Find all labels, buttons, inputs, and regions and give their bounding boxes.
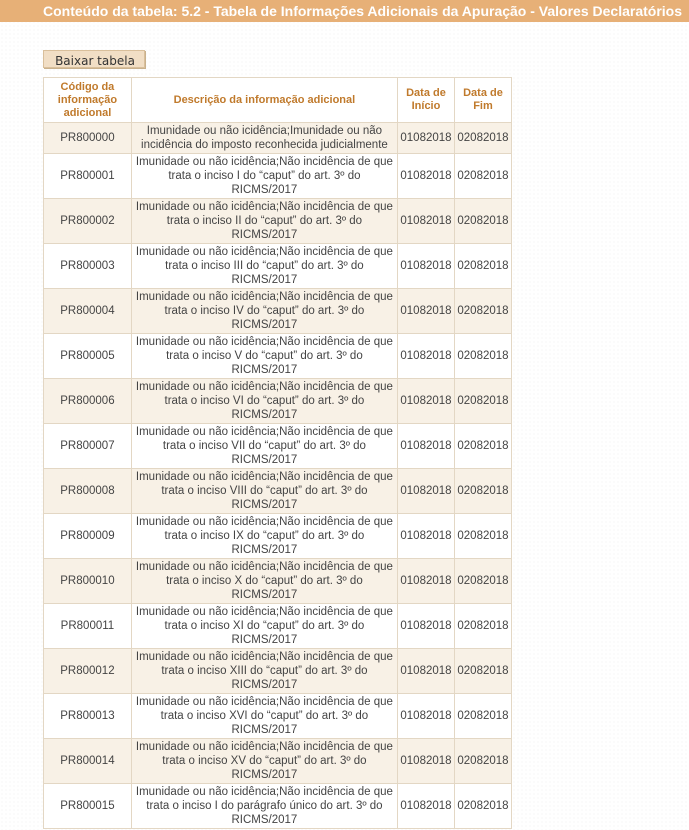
cell-description: Imunidade ou não icidência;Não incidência de que trata o inciso X do “caput” do art. 3º do RICMS/2017: [131, 559, 397, 604]
header-start-date: Data de Início: [397, 78, 454, 123]
cell-description: Imunidade ou não icidência;Não incidência de que trata o inciso I do “caput” do art. 3º do RICMS/2017: [131, 154, 397, 199]
table-row: [44, 694, 512, 739]
cell-description: Imunidade ou não icidência;Não incidência de que trata o inciso XVI do “caput” do art. 3º do RICMS/2017: [131, 694, 397, 739]
table-row: [44, 123, 512, 154]
cell-end-date: 02082018: [454, 469, 511, 514]
cell-code: PR800015: [44, 784, 132, 829]
cell-description: Imunidade ou não icidência;Não incidência de que trata o inciso I do parágrafo único do art. 3º do RICMS/2017: [131, 784, 397, 829]
cell-start-date: 01082018: [397, 244, 454, 289]
cell-code: PR800006: [44, 379, 132, 424]
table-row: [44, 739, 512, 784]
header-end-date: Data de Fim: [454, 78, 511, 123]
table-row: [44, 604, 512, 649]
cell-end-date: 02082018: [454, 514, 511, 559]
cell-start-date: 01082018: [397, 649, 454, 694]
cell-end-date: 02082018: [454, 379, 511, 424]
cell-code: PR800008: [44, 469, 132, 514]
cell-end-date: 02082018: [454, 424, 511, 469]
cell-code: PR800004: [44, 289, 132, 334]
table-row: [44, 199, 512, 244]
cell-description: Imunidade ou não icidência;Não incidência de que trata o inciso II do “caput” do art. 3º do RICMS/2017: [131, 199, 397, 244]
cell-start-date: 01082018: [397, 199, 454, 244]
table-body: [44, 123, 512, 829]
page-title: Conteúdo da tabela: 5.2 - Tabela de Informações Adicionais da Apuração - Valores Declaratórios: [43, 3, 682, 19]
cell-code: PR800010: [44, 559, 132, 604]
title-bar: [0, 0, 689, 22]
download-table-button[interactable]: Baixar tabela: [43, 50, 145, 68]
cell-description: Imunidade ou não icidência;Não incidência de que trata o inciso IX do “caput” do art. 3º do RICMS/2017: [131, 514, 397, 559]
cell-code: PR800001: [44, 154, 132, 199]
cell-code: PR800005: [44, 334, 132, 379]
cell-start-date: 01082018: [397, 604, 454, 649]
table-row: [44, 244, 512, 289]
cell-description: Imunidade ou não icidência;Não incidência de que trata o inciso VIII do “caput” do art. 3º do RICMS/2017: [131, 469, 397, 514]
cell-description: Imunidade ou não icidência;Não incidência de que trata o inciso V do “caput” do art. 3º do RICMS/2017: [131, 334, 397, 379]
cell-start-date: 01082018: [397, 334, 454, 379]
cell-end-date: 02082018: [454, 694, 511, 739]
cell-end-date: 02082018: [454, 604, 511, 649]
cell-end-date: 02082018: [454, 334, 511, 379]
cell-end-date: 02082018: [454, 649, 511, 694]
cell-code: PR800012: [44, 649, 132, 694]
table-row: [44, 334, 512, 379]
table-row: [44, 784, 512, 829]
cell-start-date: 01082018: [397, 154, 454, 199]
cell-end-date: 02082018: [454, 199, 511, 244]
header-description: Descrição da informação adicional: [131, 78, 397, 123]
table-row: [44, 559, 512, 604]
table-row: [44, 289, 512, 334]
cell-start-date: 01082018: [397, 784, 454, 829]
cell-description: Imunidade ou não icidência;Imunidade ou não incidência do imposto reconhecida judicialmente: [131, 123, 397, 154]
cell-code: PR800000: [44, 123, 132, 154]
cell-end-date: 02082018: [454, 289, 511, 334]
cell-code: PR800011: [44, 604, 132, 649]
cell-end-date: 02082018: [454, 784, 511, 829]
cell-description: Imunidade ou não icidência;Não incidência de que trata o inciso XI do “caput” do art. 3º do RICMS/2017: [131, 604, 397, 649]
table-row: [44, 154, 512, 199]
cell-start-date: 01082018: [397, 424, 454, 469]
table-row: [44, 649, 512, 694]
cell-end-date: 02082018: [454, 154, 511, 199]
cell-end-date: 02082018: [454, 559, 511, 604]
cell-code: PR800014: [44, 739, 132, 784]
cell-code: PR800002: [44, 199, 132, 244]
cell-code: PR800009: [44, 514, 132, 559]
cell-start-date: 01082018: [397, 694, 454, 739]
cell-end-date: 02082018: [454, 739, 511, 784]
cell-description: Imunidade ou não icidência;Não incidência de que trata o inciso VI do “caput” do art. 3º do RICMS/2017: [131, 379, 397, 424]
cell-start-date: 01082018: [397, 379, 454, 424]
cell-start-date: 01082018: [397, 559, 454, 604]
cell-start-date: 01082018: [397, 739, 454, 784]
cell-end-date: 02082018: [454, 244, 511, 289]
table-header-row: [44, 78, 512, 123]
table-row: [44, 424, 512, 469]
header-code: Código da informação adicional: [44, 78, 132, 123]
cell-description: Imunidade ou não icidência;Não incidência de que trata o inciso XIII do “caput” do art. 3º do RICMS/2017: [131, 649, 397, 694]
cell-description: Imunidade ou não icidência;Não incidência de que trata o inciso IV do “caput” do art. 3º do RICMS/2017: [131, 289, 397, 334]
cell-description: Imunidade ou não icidência;Não incidência de que trata o inciso XV do “caput” do art. 3º do RICMS/2017: [131, 739, 397, 784]
cell-start-date: 01082018: [397, 469, 454, 514]
cell-code: PR800007: [44, 424, 132, 469]
cell-end-date: 02082018: [454, 123, 511, 154]
table-row: [44, 379, 512, 424]
cell-description: Imunidade ou não icidência;Não incidência de que trata o inciso VII do “caput” do art. 3º do RICMS/2017: [131, 424, 397, 469]
cell-code: PR800013: [44, 694, 132, 739]
cell-description: Imunidade ou não icidência;Não incidência de que trata o inciso III do “caput” do art. 3º do RICMS/2017: [131, 244, 397, 289]
cell-start-date: 01082018: [397, 289, 454, 334]
table-row: [44, 469, 512, 514]
cell-start-date: 01082018: [397, 514, 454, 559]
cell-start-date: 01082018: [397, 123, 454, 154]
table-row: [44, 514, 512, 559]
info-table: [43, 77, 512, 829]
cell-code: PR800003: [44, 244, 132, 289]
